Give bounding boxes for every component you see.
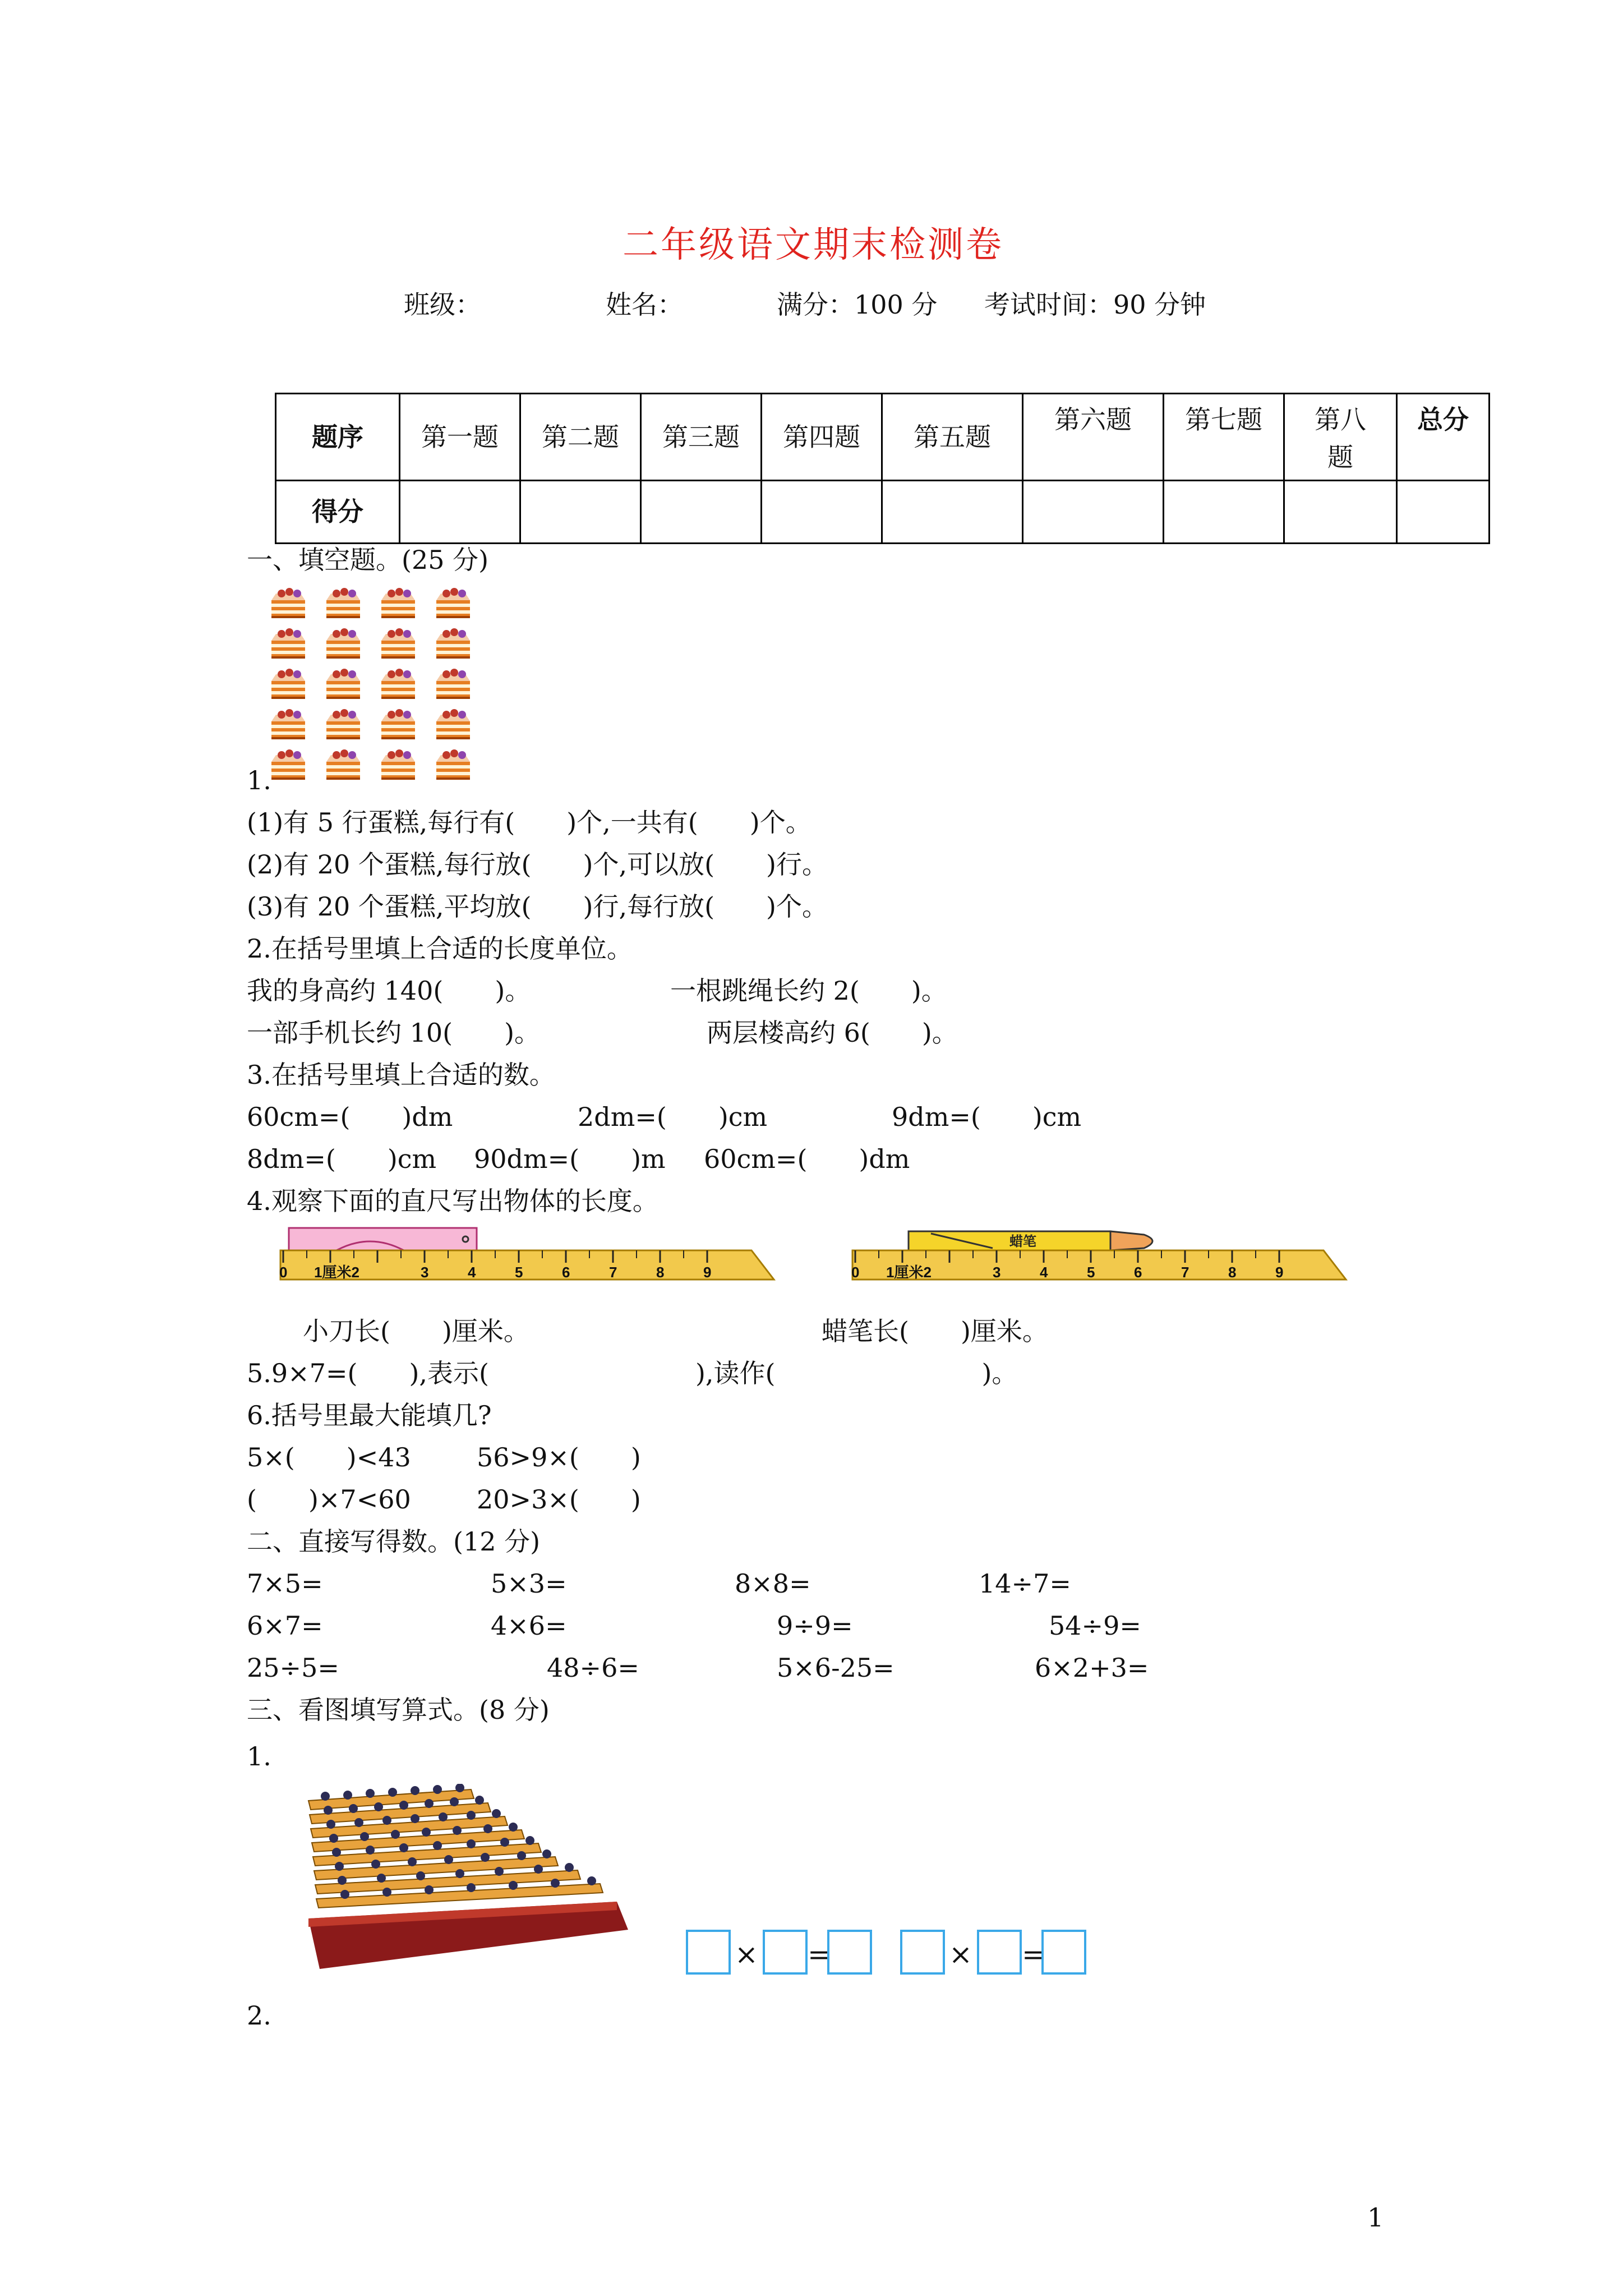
- answer-box[interactable]: [763, 1930, 808, 1975]
- score-cell[interactable]: [1397, 481, 1490, 544]
- calc-item: 54÷9=: [1049, 1611, 1141, 1641]
- score-cell[interactable]: [520, 481, 641, 544]
- calc-item: 6×7=: [247, 1611, 323, 1641]
- col-q8-line2: 题: [1327, 441, 1353, 472]
- ruler-num: 3: [993, 1264, 1001, 1281]
- q2-item-b: 一根跳绳长约 2( )。: [670, 976, 947, 1006]
- row-header-order: 题序: [276, 394, 400, 481]
- q4-knife-answer: 小刀长( )厘米。: [303, 1316, 529, 1346]
- q3-item: 8dm=( )cm: [247, 1144, 437, 1174]
- q2-item-d: 两层楼高约 6( )。: [707, 1018, 958, 1048]
- score-table: [275, 393, 1490, 544]
- ruler-num: 0: [851, 1264, 860, 1281]
- section1-heading: 一、填空题。(25 分): [247, 545, 489, 575]
- classroom-image: [303, 1784, 628, 1975]
- score-cell[interactable]: [1023, 481, 1164, 544]
- q6-heading: 6.括号里最大能填几?: [247, 1400, 492, 1430]
- page-title: 二年级语文期末检测卷: [623, 224, 1004, 266]
- col-q3: 第三题: [641, 394, 762, 481]
- score-cell[interactable]: [400, 481, 520, 544]
- crayon-label: 蜡笔: [1009, 1234, 1036, 1249]
- q3-heading: 3.在括号里填上合适的数。: [247, 1060, 555, 1090]
- calc-item: 5×3=: [491, 1568, 567, 1599]
- calc-item: 6×2+3=: [1035, 1653, 1149, 1683]
- col-q7: 第七题: [1164, 394, 1284, 481]
- section3-heading: 三、看图填写算式。(8 分): [247, 1695, 550, 1725]
- col-q1: 第一题: [400, 394, 520, 481]
- calc-item: 48÷6=: [547, 1653, 639, 1683]
- ruler-num: 0: [279, 1264, 288, 1281]
- answer-box[interactable]: [686, 1930, 731, 1975]
- q4-heading: 4.观察下面的直尺写出物体的长度。: [247, 1186, 658, 1216]
- q3-item: 60cm=( )dm: [247, 1102, 453, 1132]
- col-total: 总分: [1397, 394, 1490, 481]
- ruler-num: 9: [1275, 1264, 1284, 1281]
- ruler-knife-image: [275, 1226, 780, 1287]
- ruler-num: 4: [1040, 1264, 1048, 1281]
- equals-sign: =: [1022, 1938, 1045, 1971]
- q6-item: 5×( )<43: [247, 1442, 411, 1473]
- times-sign: ×: [735, 1938, 758, 1971]
- q2-item-c: 一部手机长约 10( )。: [247, 1018, 541, 1048]
- calc-item: 8×8=: [735, 1568, 811, 1599]
- q1-label: 1.: [247, 765, 271, 795]
- ruler-num: 7: [1181, 1264, 1189, 1281]
- ruler-num: 1厘米2: [886, 1264, 932, 1281]
- answer-box[interactable]: [1041, 1930, 1086, 1975]
- ruler-num: 1厘米2: [314, 1264, 359, 1281]
- class-label: 班级：: [404, 289, 481, 320]
- q5: 5.9×7=( ),表示( ),读作( )。: [247, 1358, 1018, 1388]
- q1-line-2: (2)有 20 个蛋糕,每行放( )个,可以放( )行。: [247, 849, 828, 880]
- calc-item: 9÷9=: [777, 1611, 853, 1641]
- q4-crayon-answer: 蜡笔长( )厘米。: [822, 1316, 1048, 1346]
- ruler-num: 9: [703, 1264, 712, 1281]
- ruler-num: 8: [1228, 1264, 1237, 1281]
- answer-box[interactable]: [827, 1930, 872, 1975]
- q3-item: 90dm=( )m: [474, 1144, 666, 1174]
- ruler-num: 5: [515, 1264, 523, 1281]
- row-header-score: 得分: [276, 481, 400, 544]
- ruler-num: 4: [468, 1264, 476, 1281]
- q2-item-a: 我的身高约 140( )。: [247, 976, 531, 1006]
- col-q2: 第二题: [520, 394, 641, 481]
- ruler-num: 6: [562, 1264, 570, 1281]
- col-q4: 第四题: [762, 394, 882, 481]
- answer-box[interactable]: [900, 1930, 945, 1975]
- col-q6: 第六题: [1023, 394, 1164, 481]
- calc-item: 4×6=: [491, 1611, 567, 1641]
- score-cell[interactable]: [1284, 481, 1397, 544]
- ruler-num: 8: [656, 1264, 665, 1281]
- col-q8-line1: 第八: [1315, 404, 1366, 435]
- name-label: 姓名：: [606, 289, 683, 320]
- calc-item: 7×5=: [247, 1568, 323, 1599]
- score-cell[interactable]: [1164, 481, 1284, 544]
- s3-q2-label: 2.: [247, 2000, 271, 2031]
- answer-box[interactable]: [977, 1930, 1022, 1975]
- ruler-num: 6: [1134, 1264, 1142, 1281]
- section2-heading: 二、直接写得数。(12 分): [247, 1526, 541, 1557]
- score-cell[interactable]: [641, 481, 762, 544]
- q1-line-3: (3)有 20 个蛋糕,平均放( )行,每行放( )个。: [247, 891, 828, 922]
- full-score: 满分：100 分: [777, 289, 938, 320]
- ruler-crayon-image: [847, 1226, 1352, 1287]
- score-cell[interactable]: [882, 481, 1023, 544]
- q1-line-1: (1)有 5 行蛋糕,每行有( )个,一共有( )个。: [247, 807, 811, 838]
- ruler-num: 7: [609, 1264, 617, 1281]
- times-sign: ×: [949, 1938, 972, 1971]
- calc-item: 5×6-25=: [777, 1653, 895, 1683]
- q2-heading: 2.在括号里填上合适的长度单位。: [247, 933, 633, 964]
- col-q8: [1284, 394, 1397, 481]
- q6-item: ( )×7<60: [247, 1484, 411, 1515]
- q3-item: 2dm=( )cm: [578, 1102, 768, 1132]
- equals-sign: =: [808, 1938, 831, 1971]
- col-q5: 第五题: [882, 394, 1023, 481]
- calc-item: 25÷5=: [247, 1653, 339, 1683]
- cake-grid-image: [269, 583, 494, 791]
- q3-item: 9dm=( )cm: [892, 1102, 1082, 1132]
- calc-item: 14÷7=: [979, 1568, 1071, 1599]
- score-cell[interactable]: [762, 481, 882, 544]
- s3-q1-label: 1.: [247, 1741, 271, 1772]
- q3-item: 60cm=( )dm: [704, 1144, 910, 1174]
- ruler-num: 3: [421, 1264, 429, 1281]
- q6-item: 56>9×( ): [477, 1442, 641, 1473]
- q6-item: 20>3×( ): [477, 1484, 641, 1515]
- page-number: 1: [1367, 2202, 1384, 2233]
- ruler-num: 5: [1087, 1264, 1095, 1281]
- exam-time: 考试时间：90 分钟: [984, 289, 1206, 320]
